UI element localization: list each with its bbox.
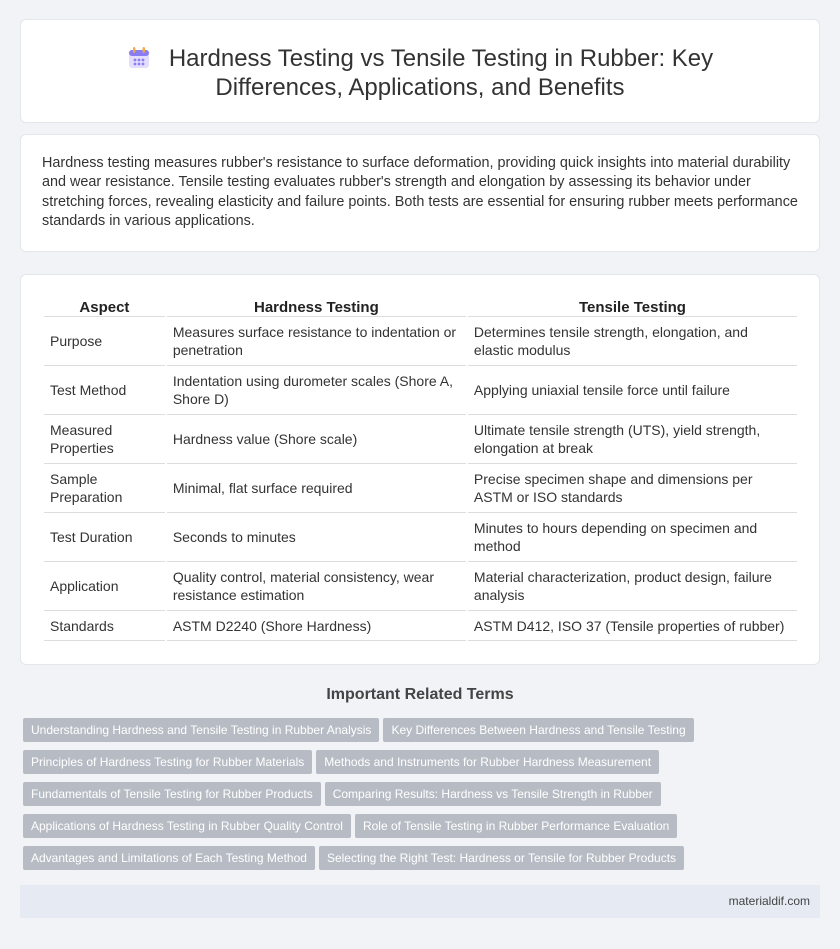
related-term-link[interactable]: Key Differences Between Hardness and Tensile Testing — [383, 718, 693, 742]
related-term-link[interactable]: Understanding Hardness and Tensile Testing in Rubber Analysis — [23, 718, 379, 742]
header-tensile: Tensile Testing — [468, 295, 797, 317]
header-aspect: Aspect — [44, 295, 165, 317]
header — [21, 44, 819, 102]
row-tensile: Material characterization, product design, failure analysis — [468, 562, 797, 611]
tag-row — [23, 718, 823, 750]
table-row — [44, 562, 797, 611]
row-hardness: ASTM D2240 (Shore Hardness) — [167, 611, 466, 641]
row-hardness: Measures surface resistance to indentation or penetration — [167, 317, 466, 366]
comparison-table — [42, 295, 799, 641]
row-hardness: Minimal, flat surface required — [167, 464, 466, 513]
row-tensile: Applying uniaxial tensile force until failure — [468, 366, 797, 415]
row-aspect: Standards — [44, 611, 165, 641]
related-terms-title: Important Related Terms — [326, 686, 514, 703]
row-tensile: ASTM D412, ISO 37 (Tensile properties of rubber) — [468, 611, 797, 641]
table-row — [44, 415, 797, 464]
tag-row — [23, 750, 823, 782]
footer-site-name[interactable]: materialdif.com — [728, 894, 810, 908]
related-term-link[interactable]: Applications of Hardness Testing in Rubber Quality Control — [23, 814, 351, 838]
intro-paragraph: Hardness testing measures rubber's resistance to surface deformation, providing quick insights into material durability and wear resistance. Tensile testing evaluates rubber's strength and elongation by assessing its behavior under stretching forces, revealing elasticity and failure points. Both tests are essential for ensuring rubber meets performance standards in various applications. — [42, 155, 798, 230]
row-tensile: Determines tensile strength, elongation, and elastic modulus — [468, 317, 797, 366]
related-term-link[interactable]: Comparing Results: Hardness vs Tensile Strength in Rubber — [325, 782, 661, 806]
row-tensile: Minutes to hours depending on specimen and method — [468, 513, 797, 562]
row-aspect: Test Method — [44, 366, 165, 415]
related-terms-list — [23, 718, 823, 878]
tag-row — [23, 814, 823, 846]
related-term-link[interactable]: Role of Tensile Testing in Rubber Performance Evaluation — [355, 814, 677, 838]
related-term-link[interactable]: Methods and Instruments for Rubber Hardness Measurement — [316, 750, 659, 774]
row-aspect: Sample Preparation — [44, 464, 165, 513]
table-row — [44, 317, 797, 366]
header-card — [20, 19, 820, 123]
row-hardness: Indentation using durometer scales (Shore A, Shore D) — [167, 366, 466, 415]
tag-row — [23, 782, 823, 814]
page-title-text: Hardness Testing vs Tensile Testing in Rubber: Key Differences, Applications, and Benefits — [168, 45, 714, 101]
calendar-icon — [127, 46, 151, 70]
table-row — [44, 513, 797, 562]
table-header-row — [44, 295, 797, 317]
table-row — [44, 464, 797, 513]
row-aspect: Measured Properties — [44, 415, 165, 464]
row-tensile: Ultimate tensile strength (UTS), yield strength, elongation at break — [468, 415, 797, 464]
row-hardness: Hardness value (Shore scale) — [167, 415, 466, 464]
page-title — [21, 44, 819, 102]
tag-row — [23, 846, 823, 878]
related-term-link[interactable]: Selecting the Right Test: Hardness or Tensile for Rubber Products — [319, 846, 684, 870]
row-aspect: Application — [44, 562, 165, 611]
row-aspect: Test Duration — [44, 513, 165, 562]
row-tensile: Precise specimen shape and dimensions per ASTM or ISO standards — [468, 464, 797, 513]
related-term-link[interactable]: Advantages and Limitations of Each Testing Method — [23, 846, 315, 870]
row-hardness: Seconds to minutes — [167, 513, 466, 562]
intro-card — [20, 134, 820, 252]
table-row — [44, 611, 797, 641]
table-row — [44, 366, 797, 415]
row-aspect: Purpose — [44, 317, 165, 366]
comparison-table-card — [20, 274, 820, 665]
related-term-link[interactable]: Principles of Hardness Testing for Rubber Materials — [23, 750, 312, 774]
related-term-link[interactable]: Fundamentals of Tensile Testing for Rubber Products — [23, 782, 321, 806]
row-hardness: Quality control, material consistency, wear resistance estimation — [167, 562, 466, 611]
footer — [20, 885, 820, 918]
header-hardness: Hardness Testing — [167, 295, 466, 317]
